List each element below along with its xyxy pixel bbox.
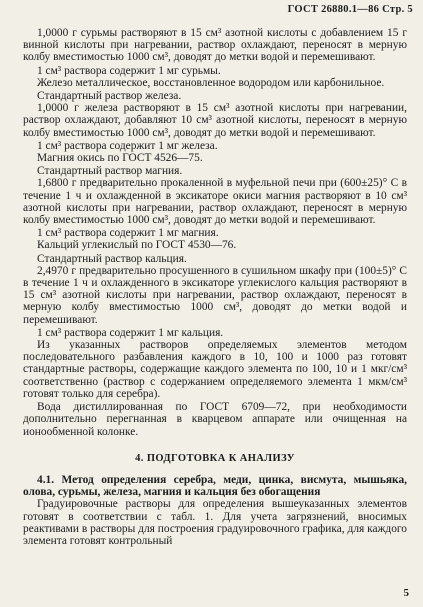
section-title: 4. ПОДГОТОВКА К АНАЛИЗУ xyxy=(135,452,295,464)
paragraph: 1,0000 г сурьмы растворяют в 15 см³ азотной кислоты с добавлением 15 г винной кислоты при нагревании, раствор охлаждают, переносят в мерную колбу вместимостью 1000 см³, доводят до метки водой и перемешивают. xyxy=(23,27,407,64)
page-number: 5 xyxy=(403,587,409,599)
paragraph: 1 см³ раствора содержит 1 мг кальция. xyxy=(37,326,224,339)
paragraph: Из указанных растворов определяемых элементов методом последовательного разбавления каждого в 10, 100 и 1000 раз готовят стандартные растворы, содержащие каждого элемента по 100, 10 и 1 мкг/см³ соответственно (раствор с содержанием определяемого элемента 1 мкм/см³ готовят только для серебра). xyxy=(23,339,407,400)
paragraph: Вода дистиллированная по ГОСТ 6709—72, при необходимости дополнительно перегнанная в кварцевом аппарате или очищенная на ионообменной колонке. xyxy=(23,401,407,438)
paragraph: 1 см³ раствора содержит 1 мг железа. xyxy=(37,139,218,152)
paragraph: Градуировочные растворы для определения вышеуказанных элементов готовят в соответствии с табл. 1. Для учета загрязнений, вносимых реактивами в растворы для построения градуировочного графика, для каждого элемента готовят контрольный xyxy=(23,498,407,547)
paragraph: 2,4970 г предварительно просушенного в сушильном шкафу при (100±5)° С в течение 1 ч и охлажденного в эксикаторе углекислого кальция растворяют в 15 см³ азотной кислоты при нагревании, раствор охлаждают, переносят в мерную колбу вместимостью 1000 см³, доводят до метки водой и перемешивают. xyxy=(23,264,407,326)
paragraph: 1,6800 г предварительно прокаленной в муфельной печи при (600±25)° С в течение 1 ч и охлажденной в эксикаторе окиси магния растворяют в 10 см³ азотной кислоты при нагревании, раствор охлаждают, переносят в мерную колбу вместимостью 1000 см³, доводят до метки водой и перемешивают. xyxy=(23,177,407,227)
paragraph: Магния окись по ГОСТ 4526—75. xyxy=(37,152,203,165)
paragraph: 1 см³ раствора содержит 1 мг сурьмы. xyxy=(37,64,221,77)
page-header: ГОСТ 26880.1—86 Стр. 5 xyxy=(287,4,413,15)
paragraph: Стандартный раствор магния. xyxy=(37,165,183,178)
paragraph: Железо металлическое, восстановленное водородом или карбонильное. xyxy=(37,76,385,89)
subsection-title: 4.1. Метод определения серебра, меди, цинка, висмута, мышьяка, олова, сурьмы, железа, магния и кальция без обогащения xyxy=(23,473,407,499)
paragraph: Стандартный раствор кальция. xyxy=(37,252,187,265)
paragraph: 1,0000 г железа растворяют в 15 см³ азотной кислоты при нагревании, раствор охлаждают, добавляют 10 см³ азотной кислоты, переносят в мерную колбу вместимостью 1000 см³, доводят до метки водой и перемешивают. xyxy=(23,102,407,139)
paragraph: 1 см³ раствора содержит 1 мг магния. xyxy=(37,227,219,240)
paragraph: Стандартный раствор железа. xyxy=(37,90,182,103)
paragraph: Кальций углекислый по ГОСТ 4530—76. xyxy=(37,239,237,252)
document-body xyxy=(23,27,407,547)
